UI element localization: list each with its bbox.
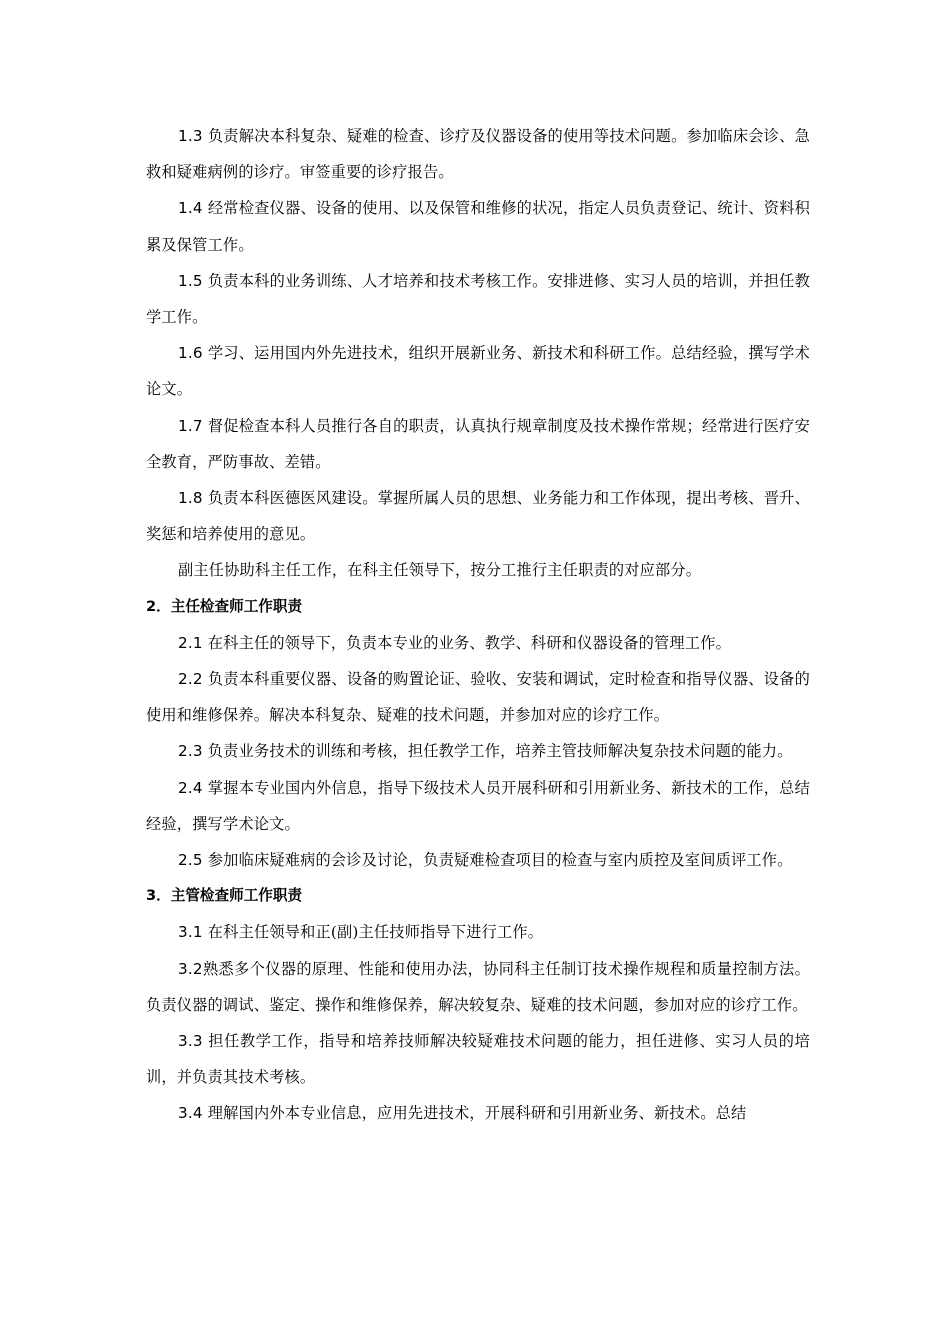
clause-number: 1.4 [178,199,203,218]
clause-number: 3.1 [178,923,203,942]
clause-paragraph [146,118,810,190]
clause-number: 1.8 [178,489,203,508]
document-body [146,118,810,1132]
clause-number: 2.4 [178,778,203,797]
clause-text: 理解国内外本专业信息，应用先进技术，开展科研和引用新业务、新技术。总结 [202,1104,747,1123]
clause-paragraph [146,625,810,661]
clause-text: 负责本科的业务训练、人才培养和技术考核工作。安排进修、实习人员的培训，并担任教学工作。 [146,271,810,327]
clause-paragraph [146,190,810,262]
clause-text: 掌握本专业国内外信息，指导下级技术人员开展科研和引用新业务、新技术的工作，总结经验，撰写学术论文。 [146,778,810,833]
clause-paragraph [146,770,810,842]
clause-paragraph [146,480,810,552]
clause-text: 督促检查本科人员推行各自的职责，认真执行规章制度及技术操作常规；经常进行医疗安全教育，严防事故、差错。 [146,416,810,471]
heading-text: 2．主任检查师工作职责 [146,597,303,615]
clause-number: 1.7 [178,416,203,435]
clause-number: 3.2 [178,959,203,978]
clause-number: 2.1 [178,633,203,652]
clause-paragraph [146,842,810,878]
clause-text: 在科主任的领导下，负责本专业的业务、教学、科研和仪器设备的管理工作。 [202,633,731,652]
clause-paragraph [146,914,810,950]
clause-number: 2.3 [178,742,203,761]
clause-text: 负责本科重要仪器、设备的购置论证、验收、安装和调试，定时检查和指导仪器、设备的使用和维修保养。解决本科复杂、疑难的技术问题，并参加对应的诊疗工作。 [146,670,810,725]
clause-paragraph [146,552,810,588]
clause-number: 2.2 [178,670,203,689]
clause-paragraph [146,951,810,1023]
clause-text: 在科主任领导和正(副)主任技师指导下进行工作。 [202,923,544,942]
clause-number: 3.3 [178,1032,203,1051]
clause-text: 熟悉多个仪器的原理、性能和使用办法，协同科主任制订技术操作规程和质量控制方法。负责仪器的调试、鉴定、操作和维修保养，解决较复杂、疑难的技术问题，参加对应的诊疗工作。 [146,959,810,1014]
clause-paragraph [146,263,810,335]
heading-text: 3．主管检查师工作职责 [146,887,303,905]
clause-text: 负责本科医德医风建设。掌握所属人员的思想、业务能力和工作体现，提出考核、晋升、奖惩和培养使用的意见。 [146,489,810,544]
clause-number: 1.6 [178,344,203,363]
clause-paragraph [146,661,810,733]
clause-text: 负责业务技术的训练和考核，担任教学工作，培养主管技师解决复杂技术问题的能力。 [202,742,793,761]
clause-text: 担任教学工作，指导和培养技师解决较疑难技术问题的能力，担任进修、实习人员的培训，并负责其技术考核。 [146,1032,810,1087]
section-heading [146,589,810,625]
clause-text: 参加临床疑难病的会诊及讨论，负责疑难检查项目的检查与室内质控及室间质评工作。 [202,851,793,870]
clause-text: 负责解决本科复杂、疑难的检查、诊疗及仪器设备的使用等技术问题。参加临床会诊、急救和疑难病例的诊疗。审签重要的诊疗报告。 [146,127,810,182]
clause-paragraph [146,408,810,480]
section-heading [146,878,810,914]
clause-paragraph [146,1095,810,1131]
clause-paragraph [146,335,810,407]
clause-text: 学习、运用国内外先进技术，组织开展新业务、新技术和科研工作。总结经验，撰写学术论文。 [146,344,810,399]
clause-paragraph [146,1023,810,1095]
clause-number: 1.5 [178,271,203,290]
clause-text: 副主任协助科主任工作，在科主任领导下，按分工推行主任职责的对应部分。 [178,561,702,580]
clause-text: 经常检查仪器、设备的使用、以及保管和维修的状况，指定人员负责登记、统计、资料积累及保管工作。 [146,199,810,254]
clause-number: 2.5 [178,851,203,870]
clause-paragraph [146,733,810,769]
clause-number: 1.3 [178,127,203,145]
clause-number: 3.4 [178,1104,203,1123]
